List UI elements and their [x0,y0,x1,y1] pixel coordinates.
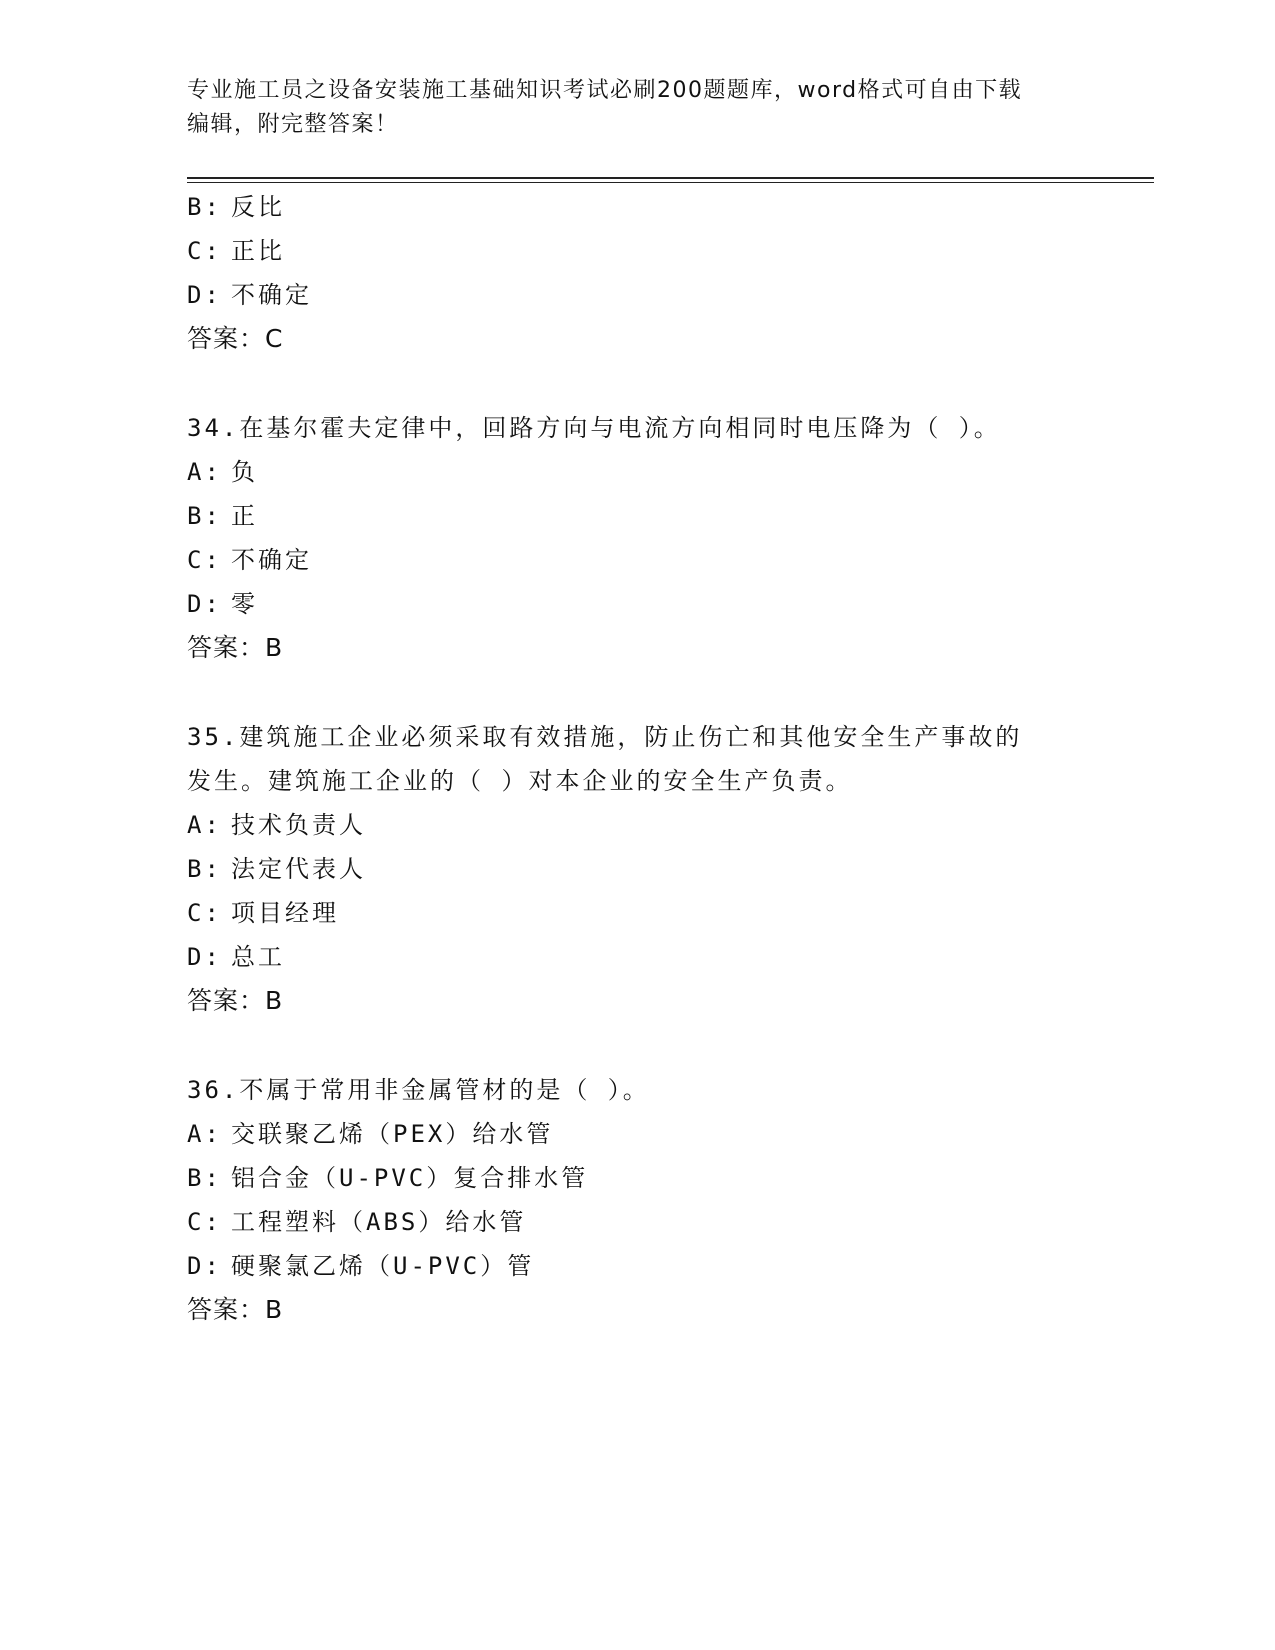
option-text: 总工 [231,943,285,971]
q36-option-b [187,1161,588,1195]
header-divider-thin [187,182,1154,183]
q33-option-c [187,234,285,268]
q35-option-a [187,808,366,842]
q34-option-a [187,455,258,489]
q34-option-d [187,587,258,621]
option-text: 零 [231,590,258,618]
option-text: 不确定 [231,281,312,309]
q36-option-a [187,1117,553,1151]
q33-option-d [187,278,312,312]
option-key: D: [187,1252,222,1280]
option-key: B: [187,193,222,221]
q35-option-c [187,896,339,930]
option-key: B: [187,502,222,530]
q36-stem: 36.不属于常用非金属管材的是（ ）。 [187,1076,650,1104]
option-text: 技术负责人 [231,811,366,839]
option-key: A: [187,1120,222,1148]
option-text: 铝合金（U-PVC）复合排水管 [231,1164,589,1192]
q34-option-c [187,543,312,577]
header-line-2: 编辑，附完整答案！ [187,112,399,137]
option-key: D: [187,590,222,618]
option-text: 硬聚氯乙烯（U-PVC）管 [231,1252,535,1280]
document-header [187,74,1067,142]
option-key: D: [187,943,222,971]
q34-answer: 答案：B [187,633,284,662]
q35-answer: 答案：B [187,986,284,1015]
option-text: 交联聚乙烯（PEX）给水管 [231,1120,554,1148]
q35-stem-line-2: 发生。建筑施工企业的（ ）对本企业的安全生产负责。 [187,767,853,795]
option-key: C: [187,546,222,574]
option-text: 不确定 [231,546,312,574]
option-key: C: [187,237,222,265]
q35-option-d [187,940,285,974]
option-key: B: [187,855,222,883]
option-text: 正 [231,502,258,530]
option-key: C: [187,899,222,927]
option-key: B: [187,1164,222,1192]
q36-answer: 答案：B [187,1295,284,1324]
option-key: A: [187,811,222,839]
option-text: 项目经理 [231,899,339,927]
q33-option-b [187,190,285,224]
q35-option-b [187,852,366,886]
option-key: D: [187,281,222,309]
option-text: 正比 [231,237,285,265]
q35-stem-line-1: 35.建筑施工企业必须采取有效措施，防止伤亡和其他安全生产事故的 [187,723,1023,751]
option-text: 工程塑料（ABS）给水管 [231,1208,527,1236]
q36-option-d [187,1249,534,1283]
option-key: C: [187,1208,222,1236]
header-divider-thick [187,177,1154,179]
q36-option-c [187,1205,526,1239]
option-text: 反比 [231,193,285,221]
option-key: A: [187,458,222,486]
option-text: 负 [231,458,258,486]
q33-answer: 答案：C [187,324,284,353]
option-text: 法定代表人 [231,855,366,883]
q34-stem: 34.在基尔霍夫定律中，回路方向与电流方向相同时电压降为（ ）。 [187,414,1001,442]
header-line-1: 专业施工员之设备安装施工基础知识考试必刷200题题库，word格式可自由下载 [187,78,1023,103]
q34-option-b [187,499,258,533]
